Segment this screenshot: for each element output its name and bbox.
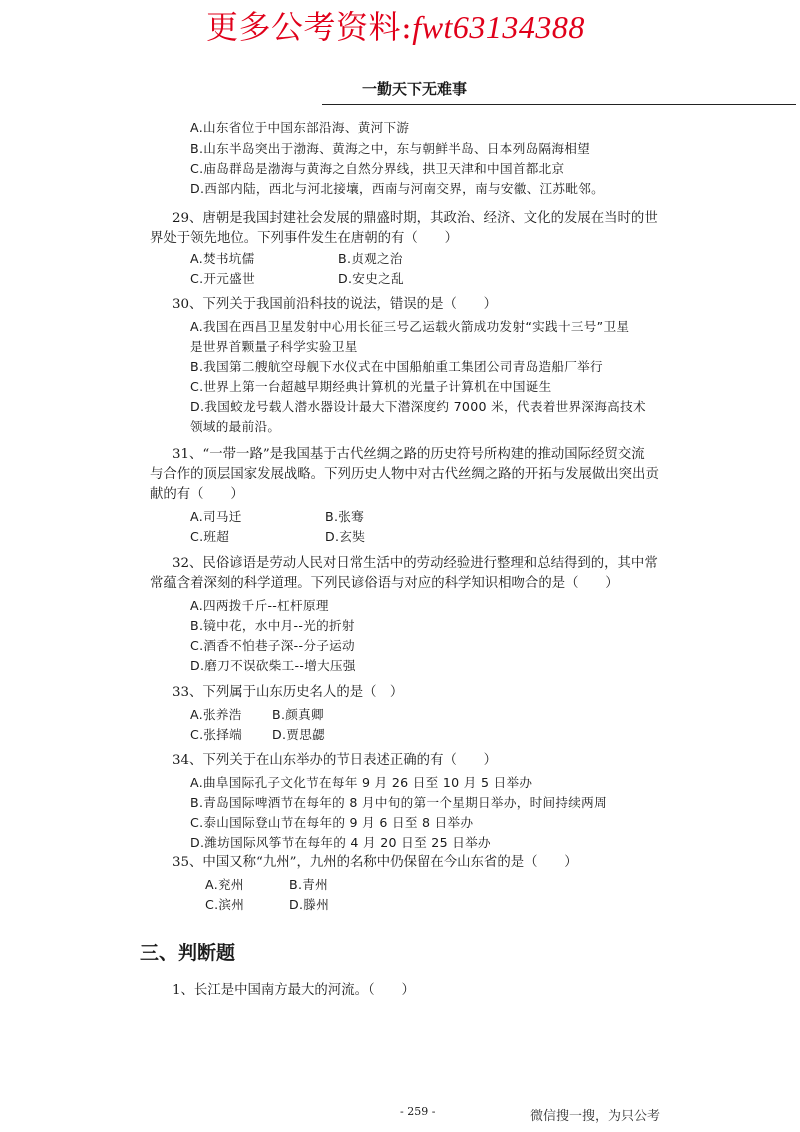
- q30-option-b: B.我国第二艘航空母舰下水仪式在中国船舶重工集团公司青岛造船厂举行: [190, 359, 603, 374]
- judge-question-1: 1、长江是中国南方最大的河流。（ ）: [172, 983, 415, 998]
- q35-option-a: A.兖州: [205, 877, 244, 892]
- q35-option-d: D.滕州: [289, 897, 330, 912]
- q32-option-c: C.酒香不怕巷子深--分子运动: [190, 638, 355, 653]
- section-title: 三、判断题: [140, 942, 236, 964]
- q30-option-a-cont: 是世界首颗量子科学实验卫星: [190, 339, 358, 354]
- q31-stem-3: 献的有（ ）: [150, 487, 244, 502]
- q29-stem-2: 界处于领先地位。下列事件发生在唐朝的有（ ）: [150, 231, 458, 246]
- prev-option-c: C.庙岛群岛是渤海与黄海之自然分界线，拱卫天津和中国首都北京: [190, 161, 565, 176]
- q32-stem-2: 常蕴含着深刻的科学道理。下列民谚俗语与对应的科学知识相吻合的是（ ）: [150, 576, 619, 591]
- q32-option-a: A.四两拨千斤--杠杆原理: [190, 598, 329, 613]
- watermark: [206, 2, 585, 48]
- q29-stem-1: 29、唐朝是我国封建社会发展的鼎盛时期，其政治、经济、文化的发展在当时的世: [172, 211, 658, 226]
- q34-option-c: C.泰山国际登山节在每年的 9 月 6 日至 8 日举办: [190, 815, 474, 830]
- q31-option-d: D.玄奘: [325, 529, 366, 544]
- running-head-text: 一勤天下无难事: [362, 80, 468, 98]
- q30-option-d: D.我国蛟龙号载人潜水器设计最大下潜深度约 7000 米，代表着世界深海高技术: [190, 399, 646, 414]
- running-head: [322, 78, 796, 105]
- prev-option-d: D.西部内陆，西北与河北接壤，西南与河南交界，南与安徽、江苏毗邻。: [190, 181, 605, 196]
- page-number: - 259 -: [400, 1105, 436, 1118]
- q34-option-d: D.潍坊国际风筝节在每年的 4 月 20 日至 25 日举办: [190, 835, 491, 850]
- q30-option-d-cont: 领域的最前沿。: [190, 419, 281, 434]
- q34-stem: 34、下列关于在山东举办的节日表述正确的有（ ）: [172, 753, 498, 768]
- q31-stem-1: 31、“一带一路”是我国基于古代丝绸之路的历史符号所构建的推动国际经贸交流: [172, 447, 645, 462]
- q34-option-a: A.曲阜国际孔子文化节在每年 9 月 26 日至 10 月 5 日举办: [190, 775, 533, 790]
- q31-option-c: C.班超: [190, 529, 230, 544]
- q33-option-a: A.张养浩: [190, 707, 242, 722]
- q31-stem-2: 与合作的顶层国家发展战略。下列历史人物中对古代丝绸之路的开拓与发展做出突出贡: [150, 467, 659, 482]
- watermark-id: fwt63134388: [412, 9, 585, 45]
- q35-option-b: B.青州: [289, 877, 329, 892]
- q32-stem-1: 32、民俗谚语是劳动人民对日常生活中的劳动经验进行整理和总结得到的，其中常: [172, 556, 658, 571]
- q30-option-a: A.我国在西昌卫星发射中心用长征三号乙运载火箭成功发射“实践十三号”卫星: [190, 319, 630, 334]
- q33-option-d: D.贾思勰: [272, 727, 325, 742]
- q35-stem: 35、中国又称“九州”，九州的名称中仍保留在今山东省的是（ ）: [172, 855, 578, 870]
- q29-option-d: D.安史之乱: [338, 271, 404, 286]
- q29-option-b: B.贞观之治: [338, 251, 403, 266]
- q31-option-a: A.司马迁: [190, 509, 242, 524]
- watermark-text: 更多公考资料:: [206, 8, 413, 46]
- q33-stem: 33、下列属于山东历史名人的是（ ）: [172, 685, 404, 700]
- q32-option-b: B.镜中花，水中月--光的折射: [190, 618, 355, 633]
- q31-option-b: B.张骞: [325, 509, 365, 524]
- footer-right-text: 微信搜一搜，为只公考: [530, 1109, 661, 1124]
- q32-option-d: D.磨刀不误砍柴工--增大压强: [190, 658, 356, 673]
- q33-option-b: B.颜真卿: [272, 707, 324, 722]
- q30-stem: 30、下列关于我国前沿科技的说法，错误的是（ ）: [172, 297, 498, 312]
- q33-option-c: C.张择端: [190, 727, 243, 742]
- q29-option-a: A.焚书坑儒: [190, 251, 255, 266]
- q30-option-c: C.世界上第一台超越早期经典计算机的光量子计算机在中国诞生: [190, 379, 552, 394]
- q34-option-b: B.青岛国际啤酒节在每年的 8 月中旬的第一个星期日举办，时间持续两周: [190, 795, 607, 810]
- q29-option-c: C.开元盛世: [190, 271, 255, 286]
- q35-option-c: C.滨州: [205, 897, 245, 912]
- prev-option-b: B.山东半岛突出于渤海、黄海之中，东与朝鲜半岛、日本列岛隔海相望: [190, 141, 591, 156]
- prev-option-a: A.山东省位于中国东部沿海、黄河下游: [190, 120, 410, 135]
